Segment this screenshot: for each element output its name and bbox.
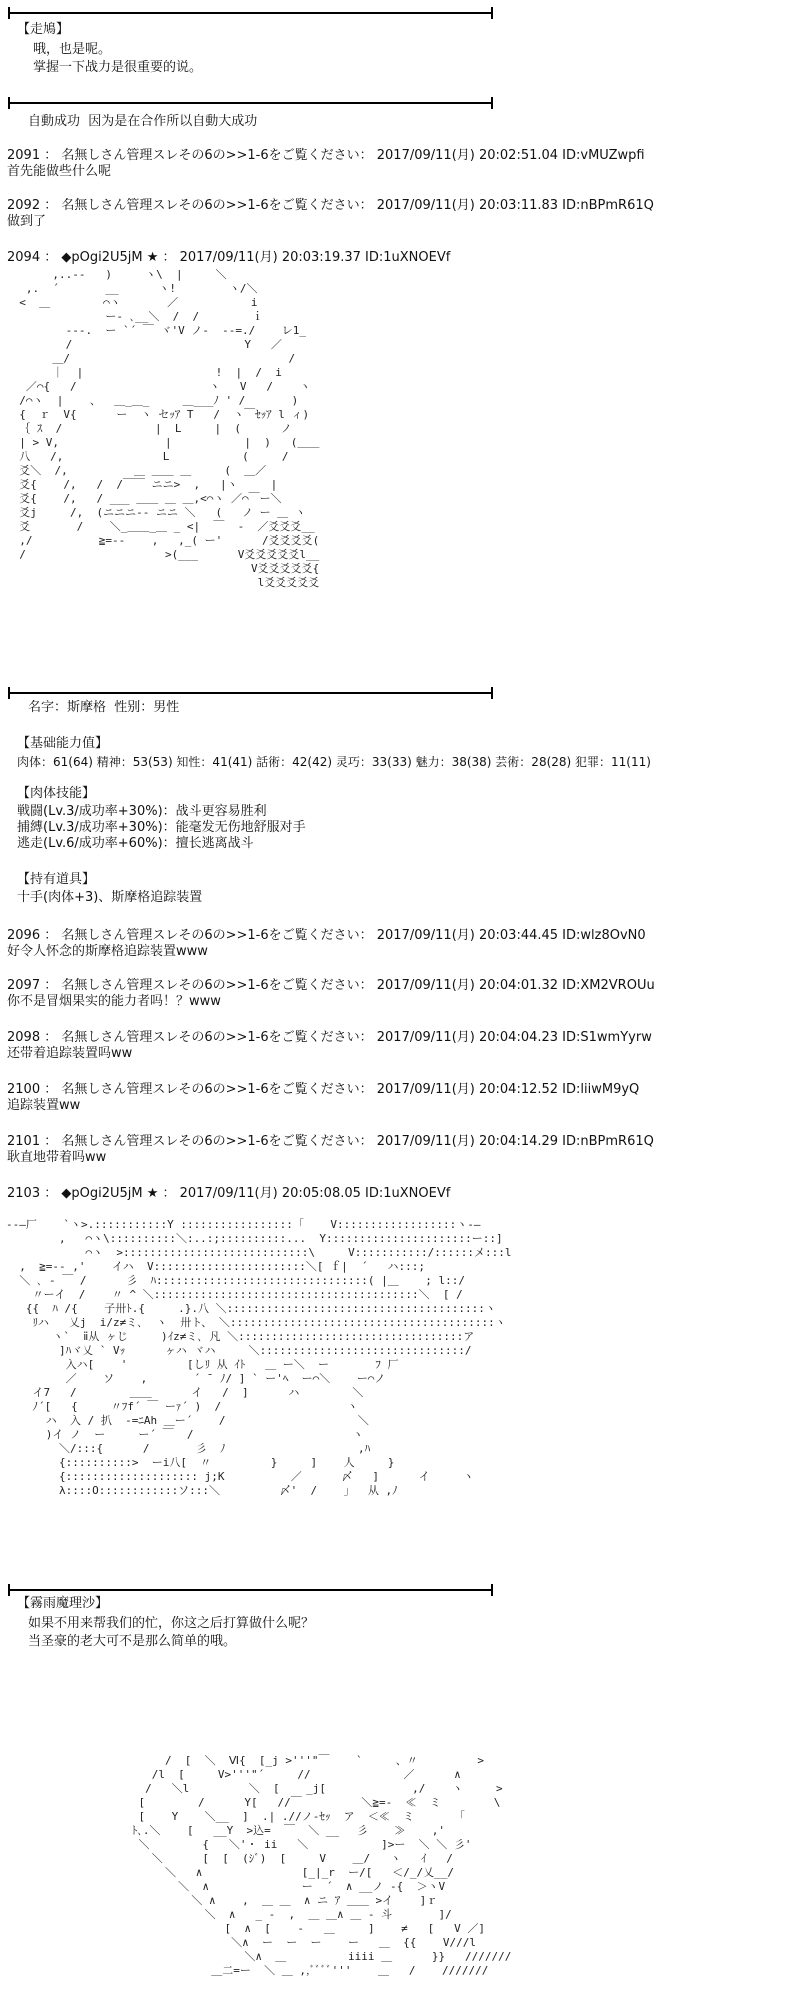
post-header: 2094 ： ◆pOgi2U5jM ★ ： 2017/09/11(月) 20:03:19.37 ID:1uXNOEVf: [7, 250, 451, 265]
post-body: 你不是冒烟果实的能力者吗！？www: [7, 994, 221, 1009]
profile-skills-title: 【肉体技能】: [17, 786, 96, 801]
dialogue-line: 掌握一下战力是很重要的说。: [33, 60, 203, 75]
ascii-art-marisa: / [ ＼ Ⅵ{ [_j >'''"￣ ` 、〃 > /l [ V>'''"´ // ／ ∧ / ＼l ＼ [ _j[ ,/ ヽ > [ / Y[ //￣ ＼≧=- ≪ ミ \ [ Y ＼__ ] .| .//ノ-ｾｯ ア ＜≪ ミ 「 ﾄ､.＼ [ __Y >込= ￣ ＼ __ 彡 ≫ ,' ＼ { ＼'・ ii ＼ ]>ー ＼ ＼ 彡' ＼ [ [ (ｼﾞ) [ V ＿/ ヽ ｲ / ＼ ∧ [_|_r ー/[ ＜/_/乂__/ ＼ ∧ ー ´ ∧ __ノ -{ ＞ヽV ＼ ∧ , ＿ ＿ ∧ ニ ｱ ＿＿ >イ ]ｒ ＼ ∧ _ - , ＿ ＿∧ ＿ - 斗 ]/ [ ∧ [ - ＿ ] ≠ [ V ／] ＼∧ ー ー ー ー ＿ {{ V///l ＼∧ ＿ iiii ＿ }} /////// ＿二=ー ＼ ＿ ,,ﾞﾞﾞﾞ''' ＿ / ///////: [131, 1754, 512, 1977]
dialogue-line: 哦，也是呢。: [33, 42, 112, 57]
ascii-art-smoker-closeup: --―厂 `ヽ>.:::::::::::Y :::::::::::::::::「 V::::::::::::::::::ヽ-― , ⌒ヽ\::::::::::＼:..:;::::::::::... Y::::::::::::::::::::::ー::] ⌒ヽ >::::::::::::::::::::::::::::\ V:::::::::::/::::::メ:::l , ≧=-‐ ,' イハ V:::::::::::::::::::::::＼[ ｆ| ´ ハ:::; ＼ ､ ‐ ￣ / 彡 ﾊ::::::::::::::::::::::::::::::::( |＿ ; l::/ 〃ーイ / 〃 ^ ＼::::::::::::::::::::::::::::::::::::::::＼ [ / {{ ﾊ /{ 子卅ﾄ.{ .}.八 ＼:::::::::::::::::::::::::::::::::::::::ヽ ﾘハ 乂j i/z≠ミ､ ヽ 卅ト、 ＼::::::::::::::::::::::::::::::::::::::::ヽ ヽ` ⅱ从 ヶじ )ｲz≠ミ､ 凡 ＼::::::::::::::::::::::::::::::::::ア ]ﾊヾ乂 ` Vｯ ヶハ ヾハ ＼:::::::::::::::::::::::::::::::/ 入ハ[ ' [しﾘ 从 ｲﾄ ＿ ー＼ ー ﾌ 厂 ／ ソ , ´ ̄ ﾉ/ ] ` ー'ﾍ ー⌒＼ ー⌒ノ イ7 / ＿＿ イ / ] ハ ＼ ﾉ´[ { 〃ﾌf´ ￣ ーｧ´ ) / ヽ ハ 入 / 扒 -=ﾆAh ＿ー´ / ＼ )イ ノ ー ー´ ￣ / ヽ ＼/:::{ / 彡 ﾉ ,ﾊ {::::::::::> ーi八[ 〃 } ] 人 } {:::::::::::::::::::: j;K ／ 〆 ] イ ヽ λ::::O::::::::::::ソ:::＼ 〆' / 」 从 ,ﾉ: [6, 1218, 512, 1497]
dialogue-line: 当圣豪的老大可不是那么简单的哦。: [28, 1634, 237, 1649]
profile-items: 十手(肉体+3)、斯摩格追踪装置: [17, 890, 203, 905]
profile-basic-title: 【基础能力值】: [17, 736, 109, 751]
separator: [8, 1589, 493, 1591]
separator: [8, 102, 493, 104]
post-header: 2097 ： 名無しさん管理スレその6の>>1-6をご覧ください： 2017/09/11(月) 20:04:01.32 ID:XM2VROUu: [7, 978, 655, 993]
profile-skill: 逃走(Lv.6/成功率+60%)：擅长逃离战斗: [17, 836, 254, 851]
dialogue-line: 如果不用来帮我们的忙，你这之后打算做什么呢？: [28, 1616, 315, 1631]
post-body: 还带着追踪装置吗ww: [7, 1046, 133, 1061]
post-body: 追踪装置ww: [7, 1098, 81, 1113]
profile-items-title: 【持有道具】: [17, 872, 96, 887]
separator: [8, 692, 493, 694]
post-header: 2103 ： ◆pOgi2U5jM ★ ： 2017/09/11(月) 20:05:08.05 ID:1uXNOEVf: [7, 1186, 451, 1201]
post-header: 2101 ： 名無しさん管理スレその6の>>1-6をご覧ください： 2017/09/11(月) 20:04:14.29 ID:nBPmR61Q: [7, 1134, 654, 1149]
post-body: 耿直地带着吗ww: [7, 1150, 107, 1165]
profile-basic-stats: 肉体：61(64) 精神：53(53) 知性：41(41) 話術：42(42) 灵巧：33(33) 魅力：38(38) 芸術：28(28) 犯罪：11(11): [17, 755, 651, 769]
post-header: 2098 ： 名無しさん管理スレその6の>>1-6をご覧ください： 2017/09/11(月) 20:04:04.23 ID:S1wmYyrw: [7, 1030, 652, 1045]
speaker-label: 【霧雨魔理沙】: [17, 1596, 109, 1611]
profile-name: 名字：斯摩格 性别：男性: [28, 700, 180, 715]
post-header: 2100 ： 名無しさん管理スレその6の>>1-6をご覧ください： 2017/09/11(月) 20:04:12.52 ID:liiwM9yQ: [7, 1082, 640, 1097]
post-header: 2096 ： 名無しさん管理スレその6の>>1-6をご覧ください： 2017/09/11(月) 20:03:44.45 ID:wlz8OvN0: [7, 928, 646, 943]
ascii-art-smoker: ,..-‐ ) ヽ\ | ＼ ,. ´ __ ヽ! ヽ/＼ < ＿ ⌒ヽ ／ i ー- ､__＼ / / ｉ ---. ー `´ ￣ ヾ'V ノ- --=./ レ1_ / Y ／ ＿/ / ｜ | ! | / i ／⌒{ / ヽ V / ヽ /⌒ヽ | 、 ＿_＿_ ＿___ﾉ ' / ) { ｒ V{ ー ヽ セｯｱ T / ヽ￣ｾｯｱ l ィ) ｛ ｽ / | L | ( ノ | > V, | | ) (＿＿ 八 /, L ( / 爻＼ /, ＿ ＿＿ ＿ ( ＿／ 爻{ /, / /￣￣ ニニ> , |ヽ | 爻{ /, / ___ ＿＿ ＿ ＿,<⌒ヽ ／⌒￣ー＼ 爻j /, (ニニニ-- ニニ ＼ ( ノ ー ＿ ヽ 爻 / ＼_＿＿_＿ _ <| ￣ - ／爻爻爻__ ,/ ≧=-- , ,_( ー' /爻爻爻爻( / >(___ V爻爻爻爻爻l__ V爻爻爻爻爻{ l爻爻爻爻爻: [19, 268, 320, 589]
profile-skill: 戦闘(Lv.3/成功率+30%)：战斗更容易胜利: [17, 804, 267, 819]
post-header: 2092 ： 名無しさん管理スレその6の>>1-6をご覧ください： 2017/09/11(月) 20:03:11.83 ID:nBPmR61Q: [7, 198, 654, 213]
post-body: 好令人怀念的斯摩格追踪装置www: [7, 944, 208, 959]
post-body: 首先能做些什么呢: [7, 164, 112, 179]
narration-line: 自動成功 因为是在合作所以自動大成功: [28, 114, 258, 129]
post-header: 2091 ： 名無しさん管理スレその6の>>1-6をご覧ください： 2017/09/11(月) 20:02:51.04 ID:vMUZwpfi: [7, 148, 645, 163]
post-body: 做到了: [7, 214, 47, 229]
separator-top: [8, 12, 493, 14]
profile-skill: 捕縛(Lv.3/成功率+30%)：能毫发无伤地舒服对手: [17, 820, 306, 835]
speaker-label: 【走鳩】: [17, 22, 70, 37]
